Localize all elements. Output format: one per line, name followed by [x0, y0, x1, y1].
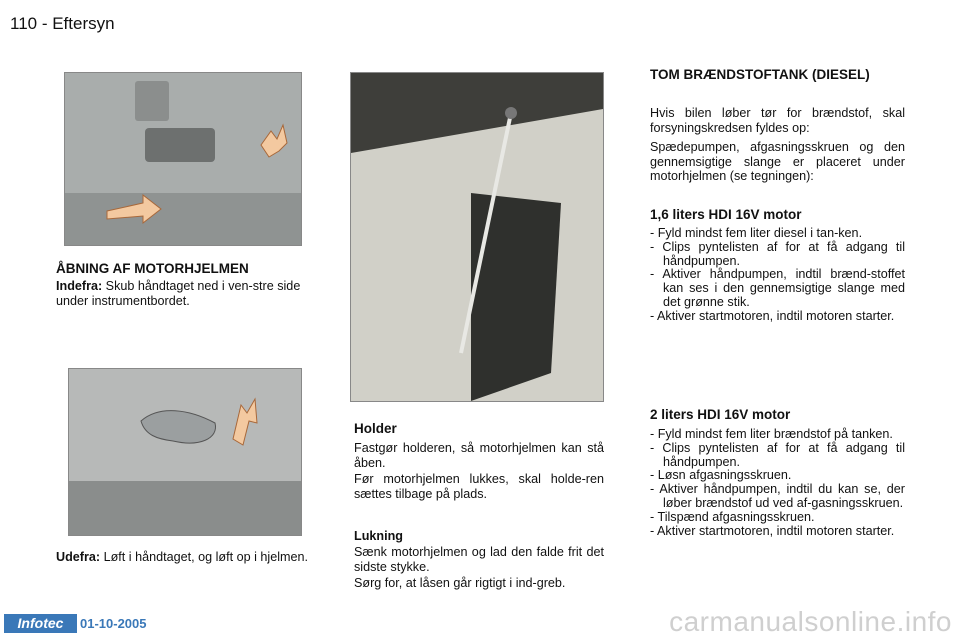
watermark-site: carmanualsonline.info — [669, 606, 952, 637]
udefra-text: Løft i håndtaget, og løft op i hjelmen. — [100, 550, 309, 564]
udefra-paragraph — [56, 550, 308, 565]
holder-heading: Holder — [354, 421, 397, 436]
indefra-label: Indefra: — [56, 279, 103, 293]
holder-paragraph-2: Før motorhjelmen lukkes, skal holde-ren sættes tilbage på plads. — [354, 472, 604, 501]
lukning-paragraph-2: Sørg for, at låsen går rigtigt i ind-greb. — [354, 576, 566, 590]
list-item: - Fyld mindst fem liter diesel i tan-ken. — [650, 226, 863, 240]
empty-tank-paragraph-2: Spædepumpen, afgasningsskruen og den gennemsigtige slange er placeret under motorhjelmen (se tegningen): — [650, 140, 905, 184]
empty-tank-heading: TOM BRÆNDSTOFTANK (DIESEL) — [650, 67, 870, 82]
engine-16-list — [650, 227, 905, 324]
holder-paragraph-1: Fastgør holderen, så motorhjelmen kan stå åben. — [354, 441, 604, 470]
list-item: - Aktiver håndpumpen, indtil brænd-stoffet kan ses i den gennemsigtige slange med det grønne stik. — [650, 267, 905, 309]
hood-stay-figure — [350, 72, 604, 402]
udefra-label: Udefra: — [56, 550, 101, 564]
page-title: 110 - Eftersyn — [10, 14, 115, 33]
hood-opening-heading: ÅBNING AF MOTORHJELMEN — [56, 261, 249, 276]
hood-release-exterior-figure — [68, 368, 302, 536]
indefra-text: Skub håndtaget ned i ven-stre side under instrumentbordet. — [56, 279, 301, 308]
engine-2-heading: 2 liters HDI 16V motor — [650, 407, 791, 422]
indefra-paragraph — [56, 279, 308, 308]
hood-release-interior-figure — [64, 72, 302, 246]
list-item: - Aktiver startmotoren, indtil motoren starter. — [650, 308, 895, 323]
list-item: - Løsn afgasningsskruen. — [650, 468, 792, 483]
list-item: - Fyld mindst fem liter brændstof på tanken. — [650, 427, 893, 441]
engine-2-list — [650, 428, 905, 538]
list-item: - Tilspænd afgasningsskruen. — [650, 509, 815, 524]
engine-16-heading: 1,6 liters HDI 16V motor — [650, 207, 802, 222]
lukning-heading: Lukning — [354, 529, 403, 543]
footer-date: 01-10-2005 — [80, 616, 147, 631]
infotec-logo: Infotec — [4, 614, 77, 633]
list-item: - Aktiver startmotoren, indtil motoren starter. — [650, 523, 895, 538]
empty-tank-paragraph-1: Hvis bilen løber tør for brændstof, skal forsyningskredsen fyldes op: — [650, 106, 905, 135]
list-item: - Aktiver håndpumpen, indtil du kan se, der løber brændstof ud ved af-gasningsskruen. — [650, 482, 905, 510]
list-item: - Clips pyntelisten af for at få adgang til håndpumpen. — [650, 239, 905, 268]
list-item: - Clips pyntelisten af for at få adgang til håndpumpen. — [650, 440, 905, 469]
lukning-paragraph-1: Sænk motorhjelmen og lad den falde frit det sidste stykke. — [354, 545, 604, 574]
